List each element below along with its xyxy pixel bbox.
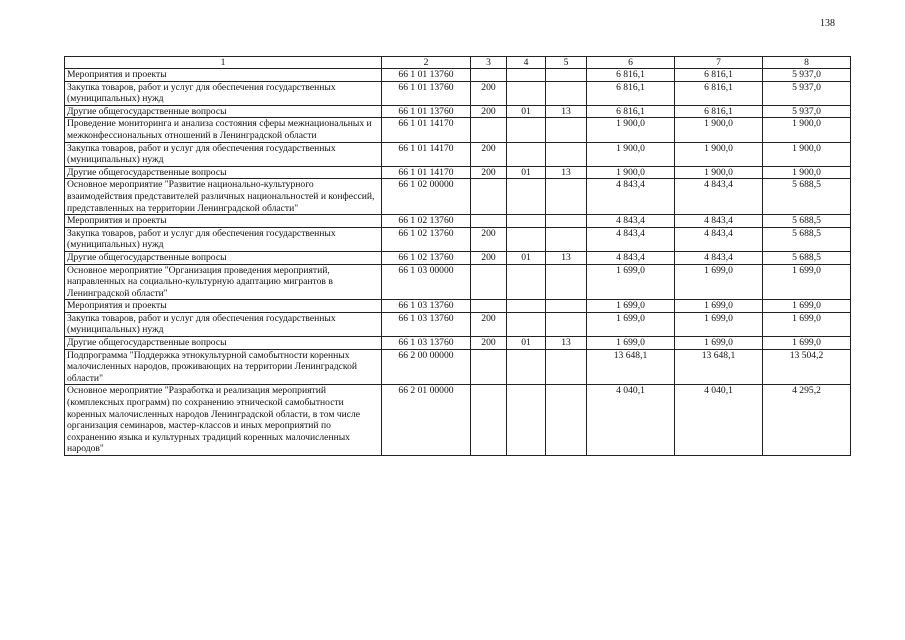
cell-expense-type bbox=[471, 118, 507, 142]
cell-name: Основное мероприятие "Разработка и реализация мероприятий (комплексных программ) по сохранению этнической самобытности коренных малочисленных народов Ленинградской области, в том числе организация семинаров, мастер-классов и иных мероприятий по сохранению языка и культурных традиций коренных малочисленных народов" bbox=[65, 385, 382, 456]
table-row bbox=[65, 166, 851, 179]
cell-amount-year-3: 4 295,2 bbox=[763, 385, 851, 456]
column-header-3: 3 bbox=[471, 57, 507, 69]
cell-target-article: 66 1 03 13760 bbox=[382, 312, 471, 336]
cell-target-article: 66 2 01 00000 bbox=[382, 385, 471, 456]
cell-amount-year-3: 1 699,0 bbox=[763, 264, 851, 300]
cell-amount-year-2: 4 843,4 bbox=[675, 227, 763, 251]
cell-amount-year-1: 4 040,1 bbox=[587, 385, 675, 456]
table-row bbox=[65, 251, 851, 264]
cell-expense-type: 200 bbox=[471, 337, 507, 350]
cell-target-article: 66 1 02 13760 bbox=[382, 227, 471, 251]
cell-amount-year-1: 4 843,4 bbox=[587, 179, 675, 215]
cell-section: 01 bbox=[507, 166, 546, 179]
cell-subsection: 13 bbox=[546, 166, 587, 179]
cell-amount-year-3: 13 504,2 bbox=[763, 349, 851, 385]
table-row bbox=[65, 227, 851, 251]
cell-subsection bbox=[546, 81, 587, 105]
cell-section bbox=[507, 312, 546, 336]
column-header-7: 7 bbox=[675, 57, 763, 69]
cell-target-article: 66 1 01 13760 bbox=[382, 105, 471, 118]
cell-section bbox=[507, 349, 546, 385]
cell-amount-year-1: 6 816,1 bbox=[587, 105, 675, 118]
cell-name: Другие общегосударственные вопросы bbox=[65, 251, 382, 264]
cell-name: Подпрограмма "Поддержка этнокультурной самобытности коренных малочисленных народов, проживающих на территории Ленинградской области" bbox=[65, 349, 382, 385]
cell-expense-type bbox=[471, 69, 507, 82]
cell-section: 01 bbox=[507, 251, 546, 264]
cell-expense-type bbox=[471, 264, 507, 300]
cell-target-article: 66 1 01 13760 bbox=[382, 69, 471, 82]
cell-section: 01 bbox=[507, 105, 546, 118]
cell-subsection bbox=[546, 215, 587, 228]
cell-amount-year-2: 6 816,1 bbox=[675, 69, 763, 82]
cell-subsection: 13 bbox=[546, 105, 587, 118]
cell-amount-year-1: 1 699,0 bbox=[587, 264, 675, 300]
cell-amount-year-1: 6 816,1 bbox=[587, 81, 675, 105]
cell-amount-year-2: 1 900,0 bbox=[675, 166, 763, 179]
cell-subsection bbox=[546, 69, 587, 82]
cell-subsection bbox=[546, 312, 587, 336]
cell-amount-year-3: 1 699,0 bbox=[763, 312, 851, 336]
cell-name: Проведение мониторинга и анализа состояния сферы межнациональных и межконфессиональных отношений в Ленинградской области bbox=[65, 118, 382, 142]
cell-name: Другие общегосударственные вопросы bbox=[65, 337, 382, 350]
cell-target-article: 66 1 02 00000 bbox=[382, 179, 471, 215]
cell-section bbox=[507, 264, 546, 300]
column-header-5: 5 bbox=[546, 57, 587, 69]
cell-target-article: 66 1 02 13760 bbox=[382, 215, 471, 228]
table-row bbox=[65, 349, 851, 385]
cell-amount-year-1: 13 648,1 bbox=[587, 349, 675, 385]
cell-name: Закупка товаров, работ и услуг для обеспечения государственных (муниципальных) нужд bbox=[65, 142, 382, 166]
cell-amount-year-2: 1 699,0 bbox=[675, 337, 763, 350]
cell-amount-year-1: 1 699,0 bbox=[587, 300, 675, 313]
cell-amount-year-3: 1 699,0 bbox=[763, 300, 851, 313]
cell-amount-year-3: 1 900,0 bbox=[763, 118, 851, 142]
cell-amount-year-2: 4 843,4 bbox=[675, 179, 763, 215]
cell-section bbox=[507, 215, 546, 228]
cell-amount-year-2: 1 900,0 bbox=[675, 118, 763, 142]
budget-table bbox=[64, 56, 851, 456]
cell-amount-year-2: 1 699,0 bbox=[675, 264, 763, 300]
cell-section bbox=[507, 179, 546, 215]
column-header-1: 1 bbox=[65, 57, 382, 69]
cell-subsection bbox=[546, 264, 587, 300]
cell-amount-year-1: 4 843,4 bbox=[587, 227, 675, 251]
cell-expense-type bbox=[471, 215, 507, 228]
cell-expense-type: 200 bbox=[471, 251, 507, 264]
column-header-8: 8 bbox=[763, 57, 851, 69]
cell-amount-year-3: 5 688,5 bbox=[763, 227, 851, 251]
table-row bbox=[65, 385, 851, 456]
table-row bbox=[65, 179, 851, 215]
cell-section: 01 bbox=[507, 337, 546, 350]
cell-amount-year-3: 5 688,5 bbox=[763, 179, 851, 215]
cell-section bbox=[507, 227, 546, 251]
cell-expense-type: 200 bbox=[471, 166, 507, 179]
cell-name: Мероприятия и проекты bbox=[65, 215, 382, 228]
cell-expense-type: 200 bbox=[471, 227, 507, 251]
cell-target-article: 66 1 01 14170 bbox=[382, 166, 471, 179]
cell-target-article: 66 1 01 14170 bbox=[382, 118, 471, 142]
cell-amount-year-2: 13 648,1 bbox=[675, 349, 763, 385]
cell-amount-year-3: 5 937,0 bbox=[763, 69, 851, 82]
cell-subsection bbox=[546, 179, 587, 215]
cell-target-article: 66 1 03 00000 bbox=[382, 264, 471, 300]
cell-subsection bbox=[546, 118, 587, 142]
cell-expense-type: 200 bbox=[471, 105, 507, 118]
table-row bbox=[65, 81, 851, 105]
cell-amount-year-1: 4 843,4 bbox=[587, 215, 675, 228]
cell-section bbox=[507, 300, 546, 313]
table-row bbox=[65, 69, 851, 82]
cell-name: Мероприятия и проекты bbox=[65, 69, 382, 82]
cell-target-article: 66 1 03 13760 bbox=[382, 300, 471, 313]
cell-subsection bbox=[546, 227, 587, 251]
cell-name: Основное мероприятие "Развитие национально-культурного взаимодействия представителей различных национальностей и конфессий, представленных на территории Ленинградской области" bbox=[65, 179, 382, 215]
table-row bbox=[65, 215, 851, 228]
cell-target-article: 66 1 02 13760 bbox=[382, 251, 471, 264]
cell-amount-year-1: 4 843,4 bbox=[587, 251, 675, 264]
table-row bbox=[65, 264, 851, 300]
cell-expense-type bbox=[471, 179, 507, 215]
cell-target-article: 66 1 01 14170 bbox=[382, 142, 471, 166]
cell-amount-year-2: 6 816,1 bbox=[675, 81, 763, 105]
cell-name: Другие общегосударственные вопросы bbox=[65, 105, 382, 118]
cell-section bbox=[507, 385, 546, 456]
cell-section bbox=[507, 81, 546, 105]
cell-amount-year-3: 5 937,0 bbox=[763, 105, 851, 118]
cell-amount-year-1: 6 816,1 bbox=[587, 69, 675, 82]
cell-name: Закупка товаров, работ и услуг для обеспечения государственных (муниципальных) нужд bbox=[65, 81, 382, 105]
cell-target-article: 66 1 03 13760 bbox=[382, 337, 471, 350]
table-row bbox=[65, 300, 851, 313]
cell-expense-type bbox=[471, 300, 507, 313]
table-row bbox=[65, 337, 851, 350]
cell-amount-year-1: 1 900,0 bbox=[587, 142, 675, 166]
cell-subsection: 13 bbox=[546, 337, 587, 350]
cell-expense-type bbox=[471, 349, 507, 385]
cell-amount-year-3: 1 900,0 bbox=[763, 166, 851, 179]
cell-expense-type: 200 bbox=[471, 312, 507, 336]
table-header bbox=[65, 57, 851, 69]
cell-subsection bbox=[546, 142, 587, 166]
cell-amount-year-2: 6 816,1 bbox=[675, 105, 763, 118]
cell-amount-year-2: 4 843,4 bbox=[675, 251, 763, 264]
cell-amount-year-3: 5 937,0 bbox=[763, 81, 851, 105]
header-row bbox=[65, 57, 851, 69]
cell-section bbox=[507, 69, 546, 82]
cell-subsection bbox=[546, 385, 587, 456]
cell-amount-year-3: 1 900,0 bbox=[763, 142, 851, 166]
cell-amount-year-2: 1 900,0 bbox=[675, 142, 763, 166]
cell-amount-year-2: 4 040,1 bbox=[675, 385, 763, 456]
cell-amount-year-3: 5 688,5 bbox=[763, 251, 851, 264]
cell-amount-year-1: 1 699,0 bbox=[587, 312, 675, 336]
cell-amount-year-2: 4 843,4 bbox=[675, 215, 763, 228]
column-header-6: 6 bbox=[587, 57, 675, 69]
cell-name: Закупка товаров, работ и услуг для обеспечения государственных (муниципальных) нужд bbox=[65, 312, 382, 336]
cell-name: Основное мероприятие "Организация проведения мероприятий, направленных на социально-культурную адаптацию мигрантов в Ленинградской области" bbox=[65, 264, 382, 300]
table-row bbox=[65, 105, 851, 118]
cell-amount-year-3: 5 688,5 bbox=[763, 215, 851, 228]
table-row bbox=[65, 142, 851, 166]
cell-target-article: 66 1 01 13760 bbox=[382, 81, 471, 105]
cell-amount-year-2: 1 699,0 bbox=[675, 300, 763, 313]
cell-amount-year-2: 1 699,0 bbox=[675, 312, 763, 336]
cell-section bbox=[507, 118, 546, 142]
table-row bbox=[65, 118, 851, 142]
cell-amount-year-1: 1 699,0 bbox=[587, 337, 675, 350]
table-row bbox=[65, 312, 851, 336]
cell-amount-year-3: 1 699,0 bbox=[763, 337, 851, 350]
column-header-2: 2 bbox=[382, 57, 471, 69]
table-body bbox=[65, 69, 851, 456]
cell-target-article: 66 2 00 00000 bbox=[382, 349, 471, 385]
cell-amount-year-1: 1 900,0 bbox=[587, 118, 675, 142]
column-header-4: 4 bbox=[507, 57, 546, 69]
cell-subsection bbox=[546, 300, 587, 313]
budget-table-container bbox=[64, 56, 850, 456]
cell-expense-type: 200 bbox=[471, 142, 507, 166]
cell-amount-year-1: 1 900,0 bbox=[587, 166, 675, 179]
cell-expense-type bbox=[471, 385, 507, 456]
cell-subsection: 13 bbox=[546, 251, 587, 264]
cell-section bbox=[507, 142, 546, 166]
page-number: 138 bbox=[820, 18, 835, 29]
cell-name: Закупка товаров, работ и услуг для обеспечения государственных (муниципальных) нужд bbox=[65, 227, 382, 251]
cell-name: Мероприятия и проекты bbox=[65, 300, 382, 313]
cell-expense-type: 200 bbox=[471, 81, 507, 105]
cell-subsection bbox=[546, 349, 587, 385]
cell-name: Другие общегосударственные вопросы bbox=[65, 166, 382, 179]
